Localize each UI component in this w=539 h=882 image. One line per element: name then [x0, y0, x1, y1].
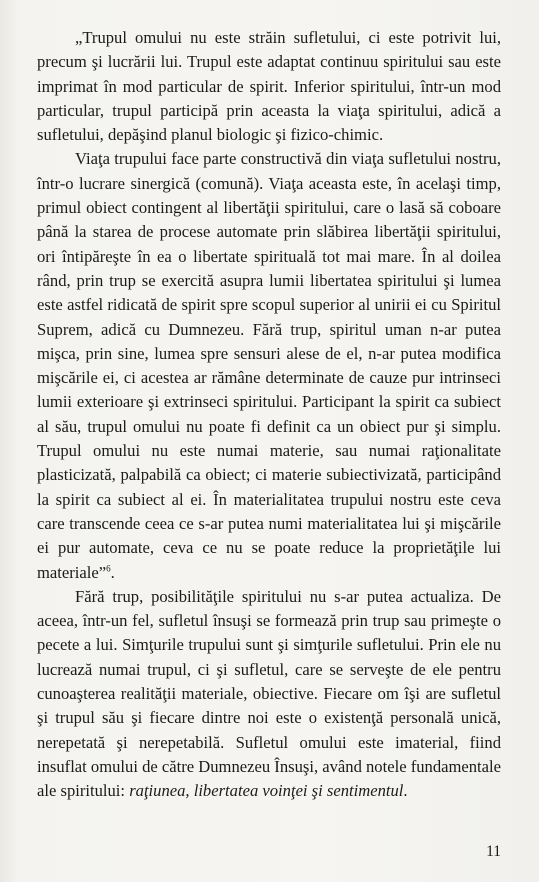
footnote-reference: 6 [106, 563, 111, 573]
paragraph-2-text: Viaţa trupului face parte constructivă din viaţa sufletului nostru, într-o lucrare sinergică (comună). Viaţa aceasta este, în acelaşi timp, primul obiect contingent al libertăţii spiritului, care o lasă să coboare până la starea de procese automate prin slăbirea libertăţii spiritului, ori întipăreşte în ea o libertate spirituală tot mai mare. În al doilea rând, prin trup se exercită asupra lumii libertatea spiritului şi lumea este astfel ridicată de spirit spre scopul superior al unirii ei cu Spiritul Suprem, adică cu Dumnezeu. Fără trup, spiritul uman n-ar putea mişca, prin sine, lumea spre sensuri alese de el, n-ar putea modifica mişcările ei, ci acestea ar rămâne determinate de cauze pur intrinseci lumii exterioare şi extrinseci spiritului. Participant la spirit ca subiect al său, trupul omului nu poate fi definit ca un obiect pur şi simplu. Trupul omului nu este numai materie, sau numai raţionalitate plasticizată, palpabilă ca obiect; ci materie subiectivizată, participând la spirit ca subiect al ei. În materialitatea trupului nostru este ceva care transcende ceea ce s-ar putea numi materialitatea lui şi mişcările ei pur automate, ceva ce nu se poate reduce la proprietăţile lui materiale” [37, 149, 501, 582]
paragraph-2 [37, 147, 501, 584]
page-number: 11 [486, 843, 501, 860]
paragraph-3 [37, 585, 501, 804]
paragraph-3-text: Fără trup, posibilităţile spiritului nu s-ar putea actualiza. De aceea, într-un fel, sufletul însuşi se formează prin trup sau primeşte o pecete a lui. Simţurile trupului sunt şi simţurile sufletului. Prin ele nu lucrează numai trupul, ci şi sufletul, care se serveşte de ele pentru cunoaşterea realităţii materiale, obiective. Fiecare om îşi are sufletul şi trupul său şi fiecare dintre noi este o existenţă personală unică, nerepetată şi nerepetabilă. Sufletul omului este imaterial, fiind insuflat omului de către Dumnezeu Însuşi, având notele fundamentale ale spiritului: [37, 586, 502, 801]
paragraph-1-text: „Trupul omului nu este străin sufletului, ci este potrivit lui, precum şi lucrării lui. Trupul este adaptat continuu spiritului sau este imprimat în mod particular de spirit. Inferior spiritului, într-un mod particular, trupul participă prin aceasta la viaţa spiritului, adică a sufletului, depăşind planul biologic şi fizico-chimic. [37, 28, 501, 145]
paragraph-2-tail: . [110, 562, 115, 582]
paragraph-1 [37, 26, 501, 147]
paragraph-3-tail: . [403, 781, 408, 801]
body-text [37, 26, 501, 804]
paragraph-3-italic-text: raţiunea, libertatea voinţei şi sentimentul [129, 781, 404, 801]
